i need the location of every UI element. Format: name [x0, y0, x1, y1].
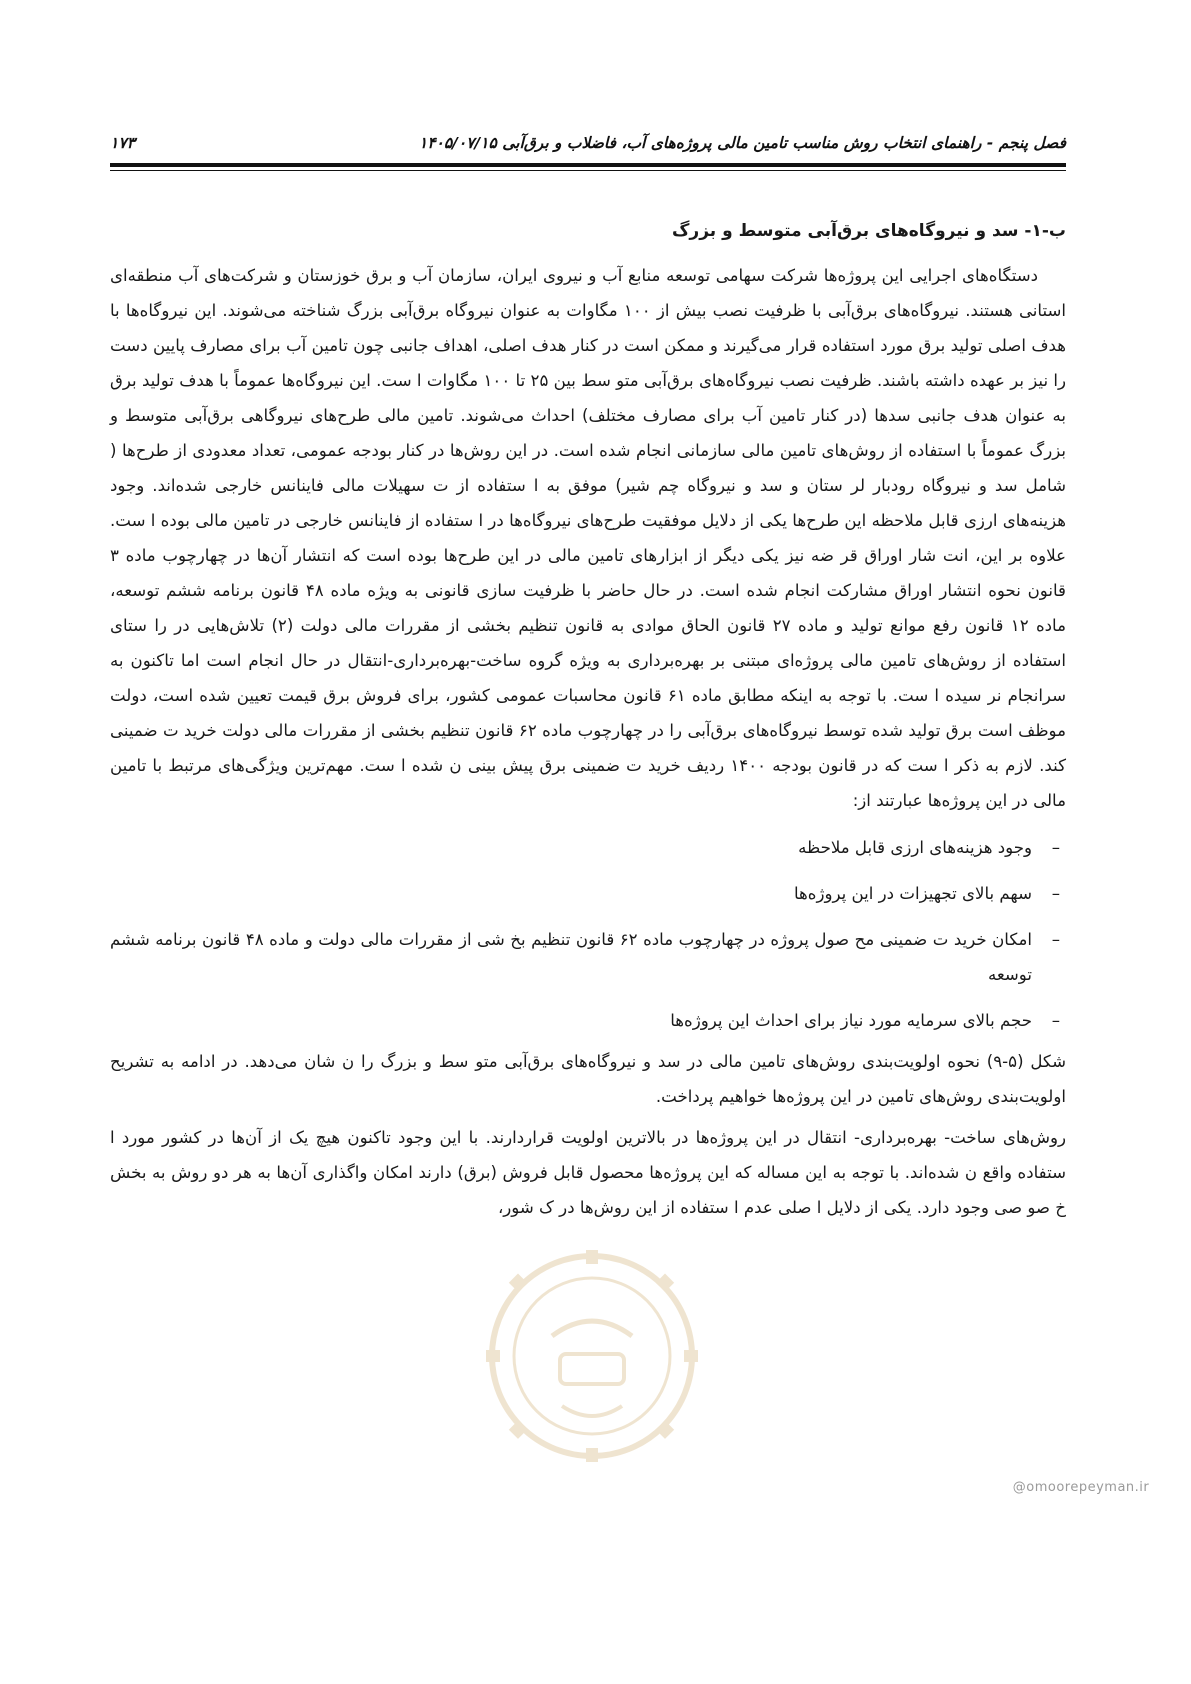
bullet-marker: – [1051, 930, 1060, 949]
paragraph-2: شکل (۵-۹) نحوه اولویت‌بندی روش‌های تامین مالی در سد و نیروگاه‌های برق‌آبی متو سط و بزرگ را ن شان می‌دهد. در ادامه به تشریح اولویت‌بندی روش‌های تامین در این پروژه‌ها خواهیم پرداخت. [110, 1052, 1066, 1106]
list-item-text: سهم بالای تجهیزات در این پروژه‌ها [793, 884, 1032, 903]
list-item-text: وجود هزینه‌های ارزی قابل ملاحظه [798, 838, 1032, 857]
bullet-marker: – [1051, 838, 1060, 857]
bullet-marker: – [1051, 1011, 1060, 1030]
feature-list [110, 830, 1066, 1038]
paragraph-3: روش‌های ساخت- بهره‌برداری- انتقال در این پروژه‌ها در بالاترین اولویت قراردارند. با این وجود تاکنون هیچ یک از آن‌ها در کشور مورد ا ستفاده واقع ن شده‌اند. با توجه به این مساله که این پروژه‌ها محصول قابل فروش (برق) دارند امکان واگذاری آن‌ها به هر دو روش به بخش خ صو صی وجود دارد. یکی از دلایل ا صلی عدم ا ستفاده از این روش‌ها در ک شور، [110, 1128, 1066, 1217]
page-number: ۱۷۳ [110, 134, 135, 152]
list-item [110, 830, 1060, 865]
bullet-marker: – [1051, 884, 1060, 903]
watermark-logo [482, 1246, 702, 1476]
list-item-text: حجم بالای سرمایه مورد نیاز برای احداث این پروژه‌ها [670, 1011, 1032, 1030]
watermark-url: @omoorepeyman.ir [1012, 1480, 1150, 1495]
list-item-text: امکان خرید ت ضمینی مح صول پروژه در چهارچوب ماده ۶۲ قانون تنظیم بخ شی از مقررات مالی دولت و ماده ۴۸ قانون برنامه ششم توسعه [110, 930, 1033, 984]
list-item [110, 876, 1060, 911]
section-heading: ب-۱- سد و نیروگاه‌های برق‌آبی متوسط و بزرگ [672, 221, 1066, 241]
header-title: فصل پنجم - راهنمای انتخاب روش مناسب تامین مالی پروژه‌های آب، فاضلاب و برق‌آبی ۱۴۰۵/۰۷/۱۵ [418, 134, 1066, 152]
header-rule-thick [110, 163, 1066, 167]
running-header [110, 128, 1066, 158]
list-item [110, 1003, 1060, 1038]
paragraph-1: دستگاه‌های اجرایی این پروژه‌ها شرکت سهامی توسعه منابع آب و نیروی ایران، سازمان آب و برق خوزستان و شرکت‌های آب منطقه‌ای استانی هستند. نیروگاه‌های برق‌آبی با ظرفیت نصب بیش از ۱۰۰ مگاوات به عنوان نیروگاه برق‌آبی بزرگ شناخته می‌شوند. این نیروگاه‌ها با هدف اصلی تولید برق مورد استفاده قرار می‌گیرند و ممکن است در کنار هدف اصلی، اهداف جانبی چون تامین آب برای مصارف پایین دست را نیز بر عهده داشته باشند. ظرفیت نصب نیروگاه‌های برق‌آبی متو سط بین ۲۵ تا ۱۰۰ مگاوات ا ست. این نیروگاه‌ها عموماً با هدف تولید برق به عنوان هدف جانبی سدها (در کنار تامین آب برای مصارف مختلف) احداث می‌شوند. تامین مالی طرح‌های نیروگاهی برق‌آبی متوسط و بزرگ عموماً با استفاده از روش‌های تامین مالی سازمانی انجام شده است. در این روش‌ها در کنار بودجه عمومی، تعداد معدودی از طرح‌ها ( شامل سد و نیروگاه رودبار لر ستان و سد و نیروگاه چم شیر) موفق به ا ستفاده از ت سهیلات مالی فاینانس خارجی شده‌اند. وجود هزینه‌های ارزی قابل ملاحظه این طرح‌ها یکی از دلایل موفقیت طرح‌های نیروگاه‌ها در ا ستفاده از فاینانس خارجی در تامین مالی بوده ا ست. علاوه بر این، انت شار اوراق قر ضه نیز یکی دیگر از ابزارهای تامین مالی در این طرح‌ها بوده است که انتشار آن‌ها در چهارچوب ماده ۳ قانون نحوه انتشار اوراق مشارکت انجام شده است. در حال حاضر با ظرفیت سازی قانونی به ویژه ماده ۴۸ قانون برنامه ششم توسعه، ماده ۱۲ قانون رفع موانع تولید و ماده ۲۷ قانون الحاق موادی به قانون تنظیم بخشی از مقررات مالی دولت (۲) تلاش‌هایی در را ستای استفاده از روش‌های تامین مالی پروژه‌ای مبتنی بر بهره‌برداری به ویژه گروه ساخت-بهره‌برداری-انتقال در حال انجام است اما تاکنون به سرانجام نر سیده ا ست. با توجه به اینکه مطابق ماده ۶۱ قانون محاسبات عمومی کشور، برای فروش برق قیمت تعیین شده است، دولت موظف است برق تولید شده توسط نیروگاه‌های برق‌آبی را در چهارچوب ماده ۶۲ قانون تنظیم بخشی از مقررات مالی دولت خرید ت ضمینی کند. لازم به ذکر ا ست که در قانون بودجه ۱۴۰۰ ردیف خرید ت ضمینی برق پیش بینی ن شده ا ست. مهم‌ترین ویژگی‌های مرتبط با تامین مالی در این پروژه‌ها عبارتند از: [110, 266, 1066, 810]
list-item [110, 922, 1060, 992]
main-content [110, 216, 1066, 1225]
header-rule-thin [110, 170, 1066, 171]
